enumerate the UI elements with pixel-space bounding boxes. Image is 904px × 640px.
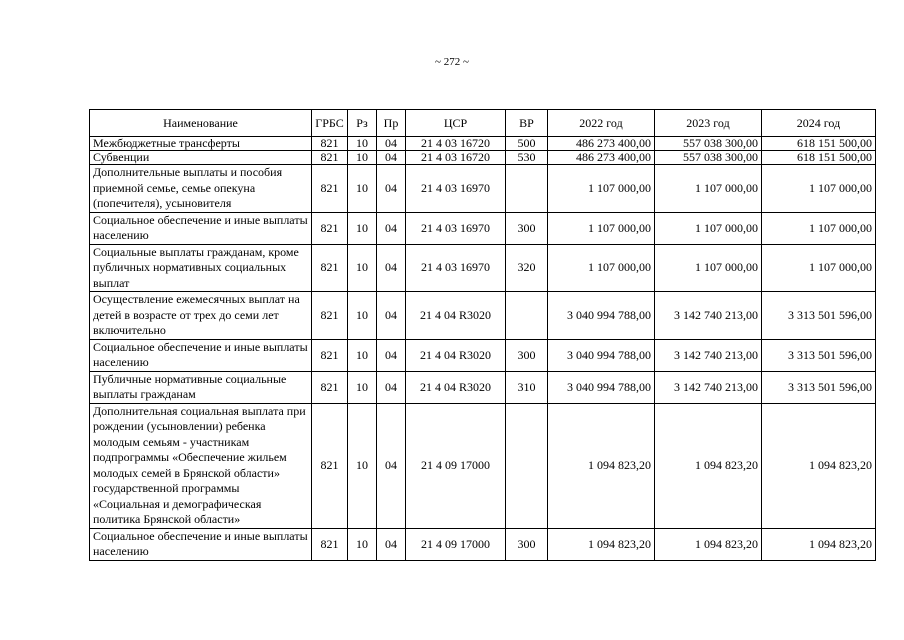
row-vr: 300	[506, 528, 548, 560]
header-2022: 2022 год	[548, 110, 655, 137]
row-pr: 04	[377, 165, 406, 213]
row-grbs: 821	[312, 165, 348, 213]
row-rz: 10	[348, 292, 377, 340]
row-pr: 04	[377, 403, 406, 528]
row-2024: 3 313 501 596,00	[762, 292, 876, 340]
row-name: Социальные выплаты гражданам, кроме публичных нормативных социальных выплат	[90, 244, 312, 292]
row-vr: 300	[506, 212, 548, 244]
row-2023: 1 107 000,00	[655, 165, 762, 213]
table-row	[90, 165, 876, 213]
row-pr: 04	[377, 528, 406, 560]
row-name: Социальное обеспечение и иные выплаты населению	[90, 212, 312, 244]
row-vr: 310	[506, 371, 548, 403]
row-name: Социальное обеспечение и иные выплаты населению	[90, 339, 312, 371]
table-row	[90, 371, 876, 403]
row-rz: 10	[348, 371, 377, 403]
table-header-row	[90, 110, 876, 137]
row-2024: 618 151 500,00	[762, 151, 876, 165]
row-2024: 1 107 000,00	[762, 212, 876, 244]
row-rz: 10	[348, 528, 377, 560]
row-2023: 1 094 823,20	[655, 528, 762, 560]
row-csr: 21 4 09 17000	[406, 528, 506, 560]
row-grbs: 821	[312, 339, 348, 371]
row-csr: 21 4 09 17000	[406, 403, 506, 528]
row-name: Дополнительная социальная выплата при рождении (усыновлении) ребенка молодым семьям - участникам подпрограммы «Обеспечение жильем молодых семей в Брянской области» государственной программы «Социальная и демографическая политика Брянской области»	[90, 403, 312, 528]
budget-table	[89, 109, 876, 561]
header-vr: ВР	[506, 110, 548, 137]
row-grbs: 821	[312, 137, 348, 151]
row-2022: 1 107 000,00	[548, 212, 655, 244]
row-vr: 500	[506, 137, 548, 151]
row-vr	[506, 292, 548, 340]
row-2023: 3 142 740 213,00	[655, 339, 762, 371]
header-2024: 2024 год	[762, 110, 876, 137]
table-row	[90, 528, 876, 560]
row-2023: 557 038 300,00	[655, 151, 762, 165]
header-name: Наименование	[90, 110, 312, 137]
row-name: Социальное обеспечение и иные выплаты населению	[90, 528, 312, 560]
row-2023: 1 107 000,00	[655, 212, 762, 244]
row-csr: 21 4 04 R3020	[406, 339, 506, 371]
header-pr: Пр	[377, 110, 406, 137]
row-name: Межбюджетные трансферты	[90, 137, 312, 151]
page-number: ~ 272 ~	[435, 56, 469, 68]
row-2024: 1 094 823,20	[762, 528, 876, 560]
row-name: Осуществление ежемесячных выплат на детей в возрасте от трех до семи лет включительно	[90, 292, 312, 340]
row-pr: 04	[377, 137, 406, 151]
row-grbs: 821	[312, 244, 348, 292]
row-pr: 04	[377, 244, 406, 292]
table-row	[90, 244, 876, 292]
row-2022: 3 040 994 788,00	[548, 292, 655, 340]
row-2022: 3 040 994 788,00	[548, 339, 655, 371]
table-row	[90, 212, 876, 244]
row-2022: 1 107 000,00	[548, 244, 655, 292]
row-2023: 1 107 000,00	[655, 244, 762, 292]
row-2022: 1 107 000,00	[548, 165, 655, 213]
row-rz: 10	[348, 137, 377, 151]
row-2023: 557 038 300,00	[655, 137, 762, 151]
row-pr: 04	[377, 151, 406, 165]
table-row	[90, 292, 876, 340]
row-2022: 486 273 400,00	[548, 137, 655, 151]
row-csr: 21 4 03 16720	[406, 137, 506, 151]
row-pr: 04	[377, 371, 406, 403]
row-vr: 530	[506, 151, 548, 165]
table-row	[90, 339, 876, 371]
row-2023: 3 142 740 213,00	[655, 371, 762, 403]
row-2024: 618 151 500,00	[762, 137, 876, 151]
row-csr: 21 4 04 R3020	[406, 371, 506, 403]
row-rz: 10	[348, 165, 377, 213]
row-vr: 320	[506, 244, 548, 292]
row-name: Дополнительные выплаты и пособия приемной семье, семье опекуна (попечителя), усыновителя	[90, 165, 312, 213]
row-vr: 300	[506, 339, 548, 371]
row-pr: 04	[377, 339, 406, 371]
row-grbs: 821	[312, 371, 348, 403]
table-row	[90, 137, 876, 151]
header-rz: Рз	[348, 110, 377, 137]
row-2024: 1 107 000,00	[762, 165, 876, 213]
row-rz: 10	[348, 244, 377, 292]
row-grbs: 821	[312, 151, 348, 165]
row-rz: 10	[348, 151, 377, 165]
row-name: Субвенции	[90, 151, 312, 165]
row-grbs: 821	[312, 212, 348, 244]
row-2022: 1 094 823,20	[548, 403, 655, 528]
row-2023: 1 094 823,20	[655, 403, 762, 528]
row-rz: 10	[348, 212, 377, 244]
row-2022: 486 273 400,00	[548, 151, 655, 165]
row-vr	[506, 403, 548, 528]
row-2023: 3 142 740 213,00	[655, 292, 762, 340]
row-csr: 21 4 03 16720	[406, 151, 506, 165]
header-2023: 2023 год	[655, 110, 762, 137]
row-csr: 21 4 03 16970	[406, 244, 506, 292]
row-grbs: 821	[312, 292, 348, 340]
header-grbs: ГРБС	[312, 110, 348, 137]
row-2022: 1 094 823,20	[548, 528, 655, 560]
row-2024: 3 313 501 596,00	[762, 339, 876, 371]
row-2022: 3 040 994 788,00	[548, 371, 655, 403]
row-grbs: 821	[312, 528, 348, 560]
row-2024: 3 313 501 596,00	[762, 371, 876, 403]
header-csr: ЦСР	[406, 110, 506, 137]
row-pr: 04	[377, 292, 406, 340]
row-2024: 1 107 000,00	[762, 244, 876, 292]
row-grbs: 821	[312, 403, 348, 528]
row-rz: 10	[348, 339, 377, 371]
row-csr: 21 4 03 16970	[406, 165, 506, 213]
table-row	[90, 403, 876, 528]
row-2024: 1 094 823,20	[762, 403, 876, 528]
row-csr: 21 4 03 16970	[406, 212, 506, 244]
row-rz: 10	[348, 403, 377, 528]
row-csr: 21 4 04 R3020	[406, 292, 506, 340]
row-vr	[506, 165, 548, 213]
row-pr: 04	[377, 212, 406, 244]
row-name: Публичные нормативные социальные выплаты гражданам	[90, 371, 312, 403]
table-row	[90, 151, 876, 165]
